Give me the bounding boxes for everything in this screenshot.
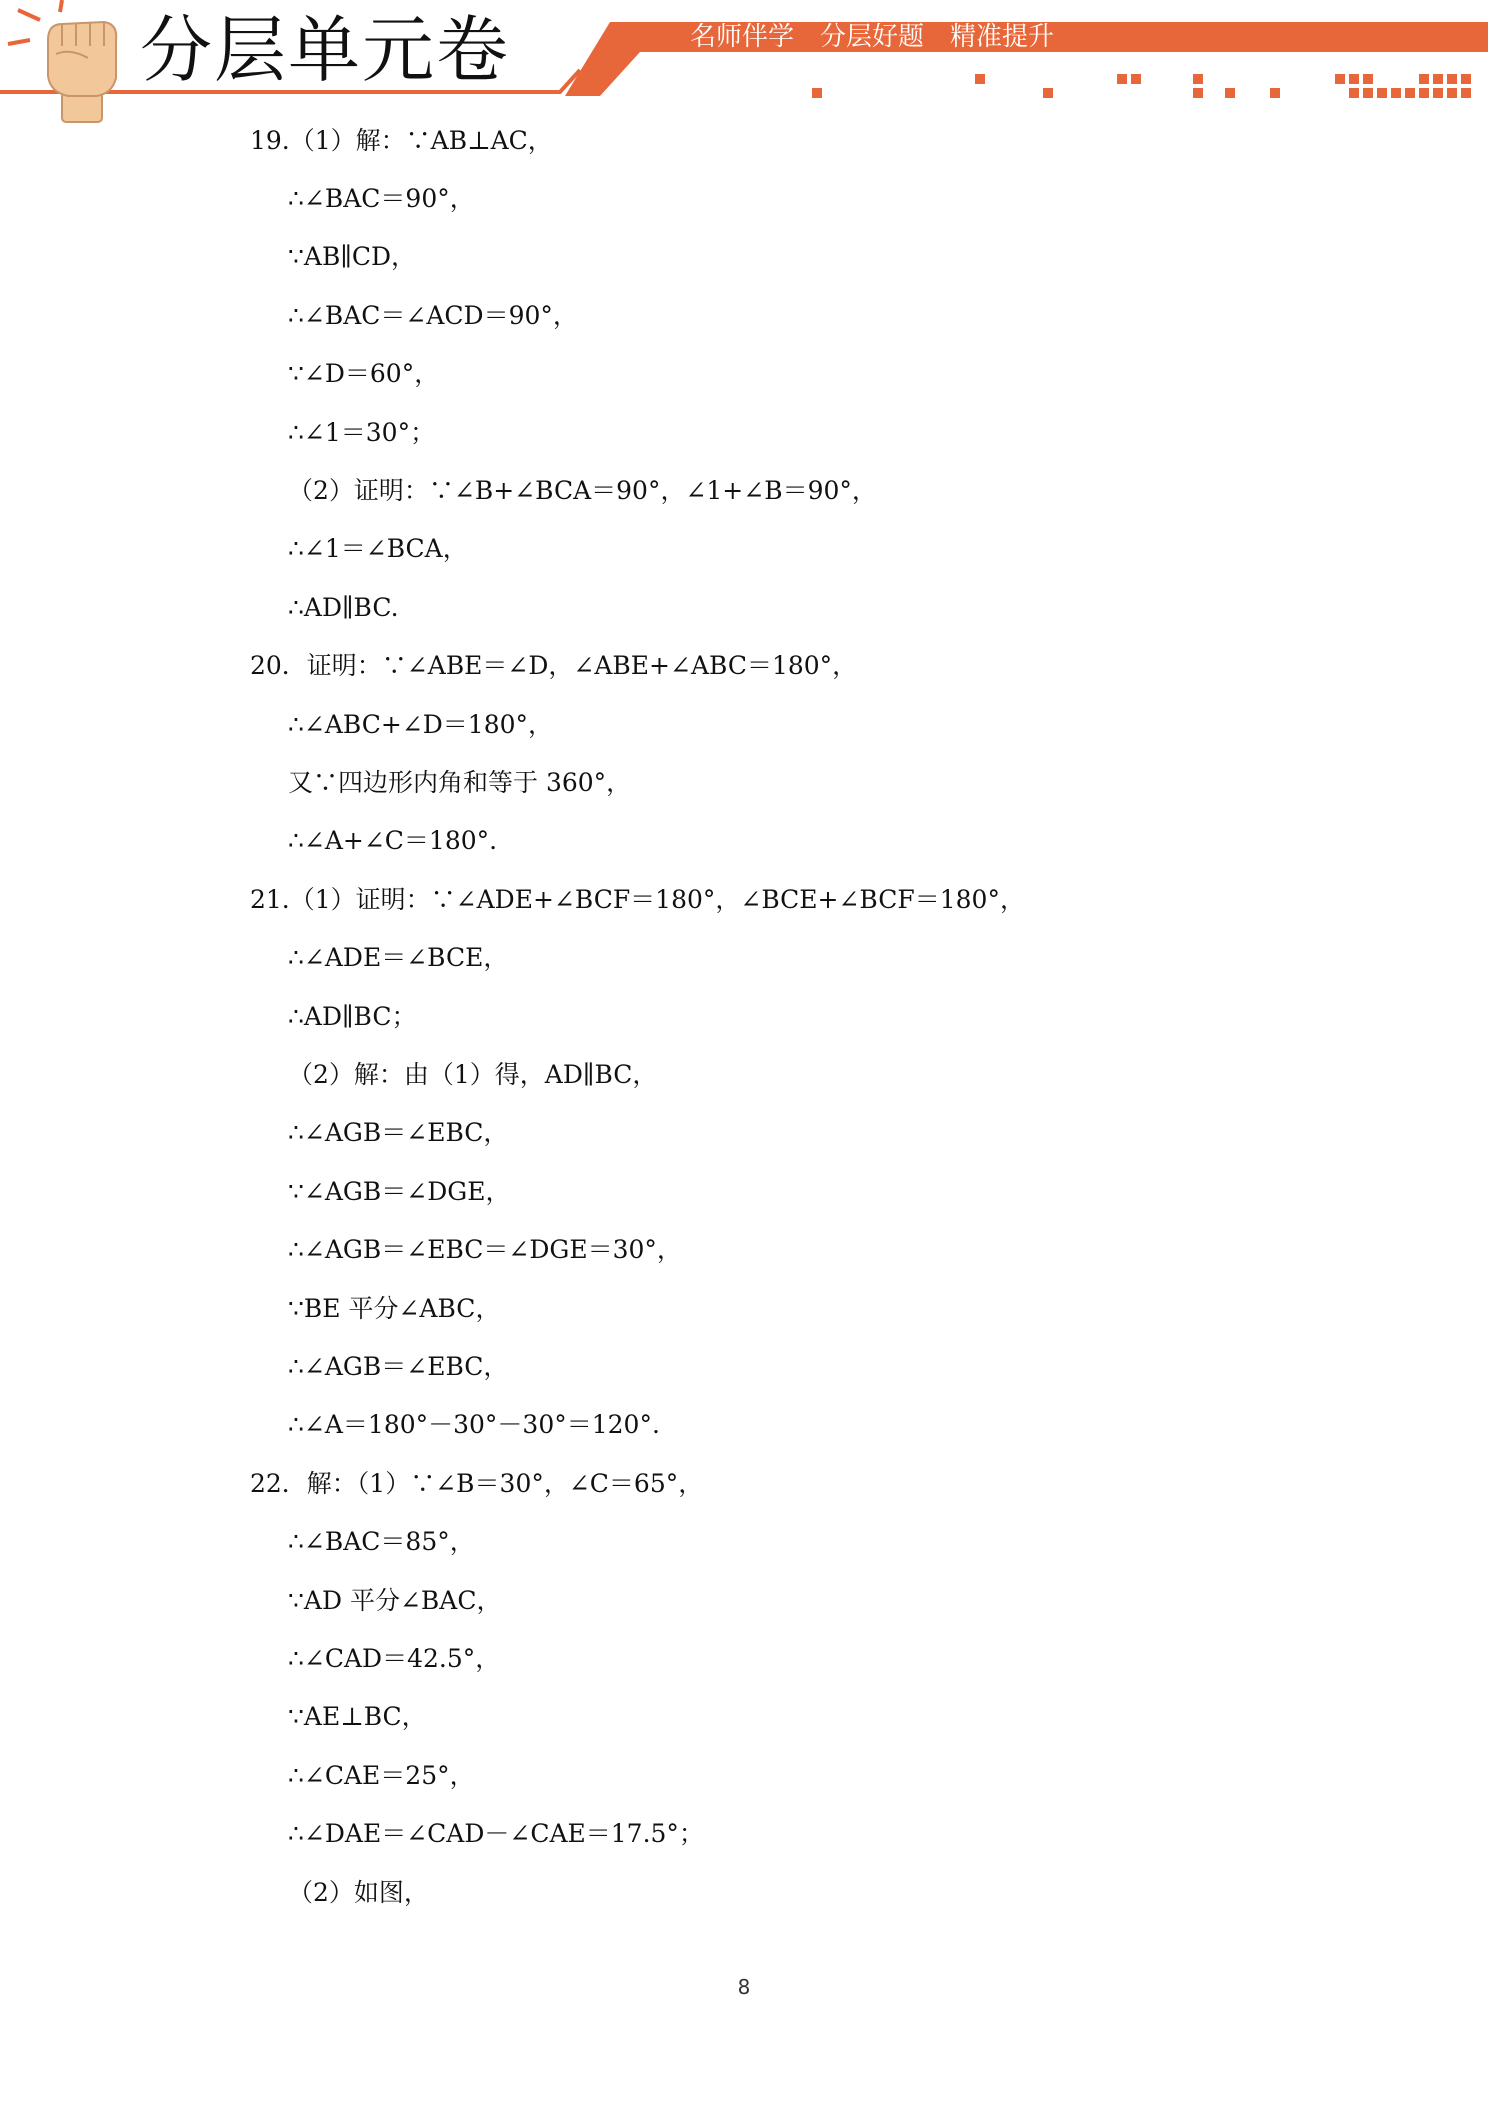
answer-line: ∴∠AGB＝∠EBC，: [288, 1352, 509, 1381]
answer-line: ∴∠AGB＝∠EBC＝∠DGE＝30°，: [288, 1235, 682, 1264]
answer-line: ∴∠DAE＝∠CAD－∠CAE＝17.5°；: [288, 1819, 704, 1848]
slogan-item: 分层好题: [820, 22, 925, 52]
answer-line: ∴∠A＝180°－30°－30°＝120°.: [288, 1410, 660, 1439]
answer-line: 19.（1）解：∵AB⊥AC，: [250, 126, 553, 155]
answer-line: ∴∠BAC＝∠ACD＝90°，: [288, 301, 578, 330]
answer-line: ∴∠A+∠C＝180°.: [288, 826, 498, 855]
answer-line: ∵AB∥CD，: [288, 242, 417, 271]
raised-fist-icon: [8, 0, 116, 122]
answer-line: ∴∠1＝∠BCA，: [288, 534, 468, 563]
slogan-item: 精准提升: [950, 22, 1055, 52]
answer-line: ∴∠AGB＝∠EBC，: [288, 1118, 509, 1147]
answer-line: ∴∠ADE＝∠BCE，: [288, 943, 509, 972]
answer-line: 21.（1）证明：∵∠ADE+∠BCF＝180°，∠BCE+∠BCF＝180°，: [250, 885, 1025, 914]
answer-line: ∴∠CAD＝42.5°，: [288, 1644, 501, 1673]
slogan-item: 名师伴学: [690, 22, 795, 52]
brand-title: 分层单元卷: [140, 8, 511, 92]
answer-line: ∵∠D＝60°，: [288, 359, 440, 388]
answer-line: （2）证明：∵∠B+∠BCA＝90°，∠1+∠B＝90°，: [288, 476, 877, 505]
answer-line: （2）解：由（1）得，AD∥BC，: [288, 1060, 658, 1089]
page-number: 8: [737, 1975, 751, 1999]
answer-line: ∵BE 平分∠ABC，: [288, 1294, 501, 1323]
answer-line: ∴∠CAE＝25°，: [288, 1761, 475, 1790]
header-slogan: [690, 20, 1080, 54]
answer-line: （2）如图，: [288, 1878, 429, 1907]
answer-line: 20．证明：∵∠ABE＝∠D，∠ABE+∠ABC＝180°，: [250, 651, 858, 680]
answer-line: 22．解：（1）∵∠B＝30°，∠C＝65°，: [250, 1469, 704, 1498]
answer-line: ∴AD∥BC.: [288, 593, 399, 622]
answer-line: ∵AE⊥BC，: [288, 1702, 427, 1731]
answer-line: ∴∠BAC＝90°，: [288, 184, 475, 213]
answer-line: ∴∠1＝30°；: [288, 418, 436, 447]
answer-line: ∵AD 平分∠BAC，: [288, 1586, 502, 1615]
answer-line: ∵∠AGB＝∠DGE，: [288, 1177, 511, 1206]
answer-line: ∴∠ABC+∠D＝180°，: [288, 710, 554, 739]
answer-line: 又∵四边形内角和等于 360°，: [288, 768, 632, 797]
answer-line: ∴∠BAC＝85°，: [288, 1527, 475, 1556]
page-header: [0, 0, 1488, 125]
answer-line: ∴AD∥BC；: [288, 1002, 417, 1031]
